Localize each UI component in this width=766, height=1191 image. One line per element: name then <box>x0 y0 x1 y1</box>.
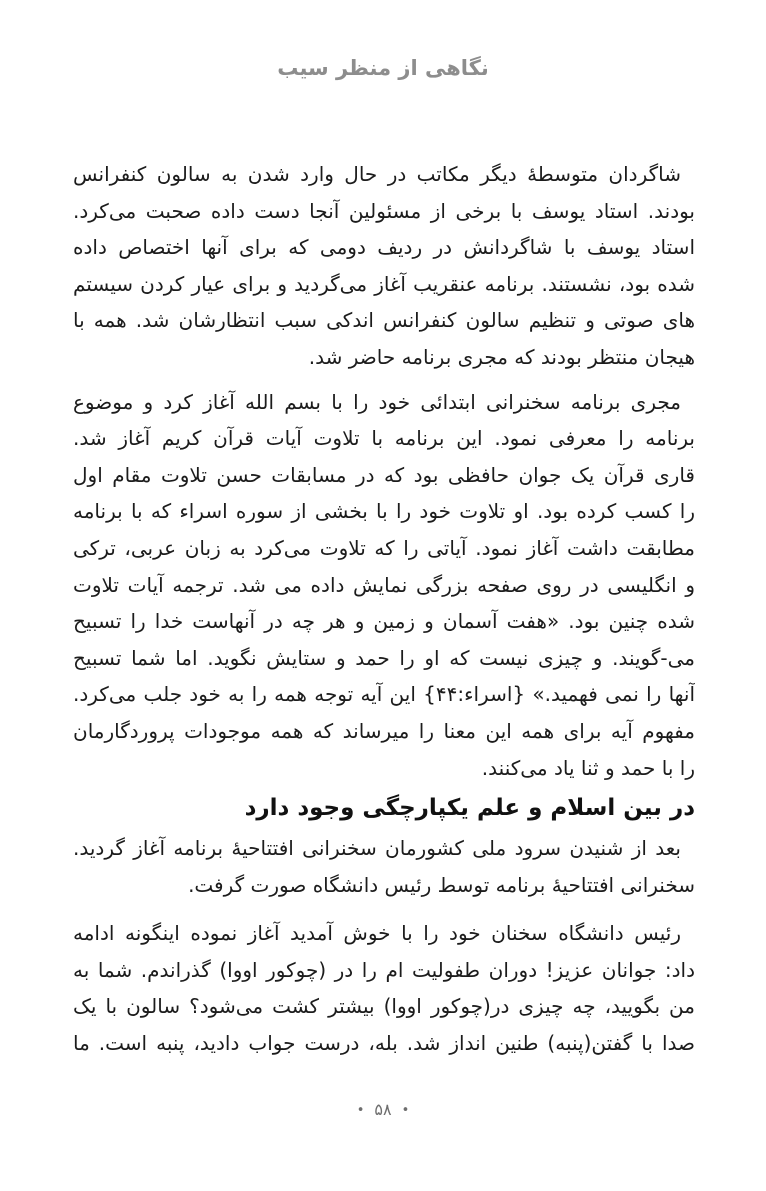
text-line: آنها را نمی فهمید.» {اسراء:۴۴} این آیه توجه همه را به خود جلب می‌کرد. <box>73 682 695 707</box>
text-line: هیجان منتظر بودند که مجری برنامه حاضر شد. <box>308 344 695 369</box>
paragraph <box>73 830 695 903</box>
text-line: های صوتی و تنظیم سالون کنفرانس اندکی سبب انتظارشان شد. همه با <box>73 308 695 333</box>
section-heading: در بین اسلام و علم یکپارچگی وجود دارد <box>244 795 695 822</box>
footer-bullet-icon: • <box>356 1103 365 1118</box>
paragraph <box>73 384 695 787</box>
page-number: ۵۸ <box>374 1100 392 1119</box>
text-line: قاری قرآن یک جوان حافظی بود که در مسابقات حسن تلاوت مقام اول <box>73 462 695 487</box>
text-line: سخنرانی افتتاحیهٔ برنامه توسط رئیس دانشگاه صورت گرفت. <box>188 872 695 897</box>
text-line: شده بود، نشستند. برنامه عنقریب آغاز می‌گردید و برای عیار کردن سیستم <box>73 271 695 296</box>
text-line: بودند. استاد یوسف با برخی از مسئولین آنجا دست داده صحبت می‌کرد. <box>73 198 695 223</box>
paragraph <box>73 915 695 1061</box>
text-line: صدا با گفتن(پنبه) طنین انداز شد. بله، درست جواب دادید، پنبه است. ما <box>73 1031 695 1056</box>
text-line: برنامه را معرفی نمود. این برنامه با تلاوت آیات قرآن کریم آغاز شد. <box>73 426 695 451</box>
text-line: مجری برنامه سخنرانی ابتدائی خود را با بسم الله آغاز کرد و موضوع <box>73 389 681 414</box>
text-line: شده چنین بود. «هفت آسمان و زمین و هر چه در آنهاست خدا را تسبیح <box>73 609 695 634</box>
text-line: داد: جوانان عزیز! دوران طفولیت ام را در (چوکور اووا) گذراندم. شما به <box>73 957 695 982</box>
paragraph <box>73 156 695 376</box>
text-line: و انگلیسی در روی صفحه بزرگی نمایش داده می شد. ترجمه آیات تلاوت <box>73 572 695 597</box>
page-body <box>73 156 695 1062</box>
text-line: مفهوم آیه برای همه این معنا را میرساند که همه موجودات پروردگارمان <box>73 718 695 743</box>
text-line: من بگویید، چه چیزی در(چوکور اووا) بیشتر کشت می‌شود؟ سالون با یک <box>73 994 695 1019</box>
text-line: را با حمد و ثنا یاد می‌کنند. <box>481 755 695 780</box>
text-line: می-گویند. و چیزی نیست که او را حمد و ستایش نگوید. اما شما تسبیح <box>73 645 695 670</box>
page-footer <box>0 1100 766 1119</box>
text-line: شاگردان متوسطهٔ دیگر مکاتب در حال وارد شدن به سالون کنفرانس <box>73 162 681 186</box>
text-line: بعد از شنیدن سرود ملی کشورمان سخنرانی افتتاحیهٔ برنامه آغاز گردید. <box>73 836 681 861</box>
text-line: مطابقت داشت آغاز نمود. آیاتی را که تلاوت می‌کرد به زبان عربی، ترکی <box>73 535 695 560</box>
text-line: رئیس دانشگاه سخنان خود را با خوش آمدید آغاز نموده اینگونه ادامه <box>73 921 681 946</box>
text-line: را کسب کرده بود. او تلاوت خود را با بخشی از سوره اسراء که با برنامه <box>73 499 695 524</box>
running-head-title: نگاهی از منظر سیب <box>277 56 489 80</box>
text-line: استاد یوسف با شاگردانش در ردیف دومی که برای آنها اختصاص داده <box>73 235 695 260</box>
footer-bullet-icon: • <box>401 1103 410 1118</box>
